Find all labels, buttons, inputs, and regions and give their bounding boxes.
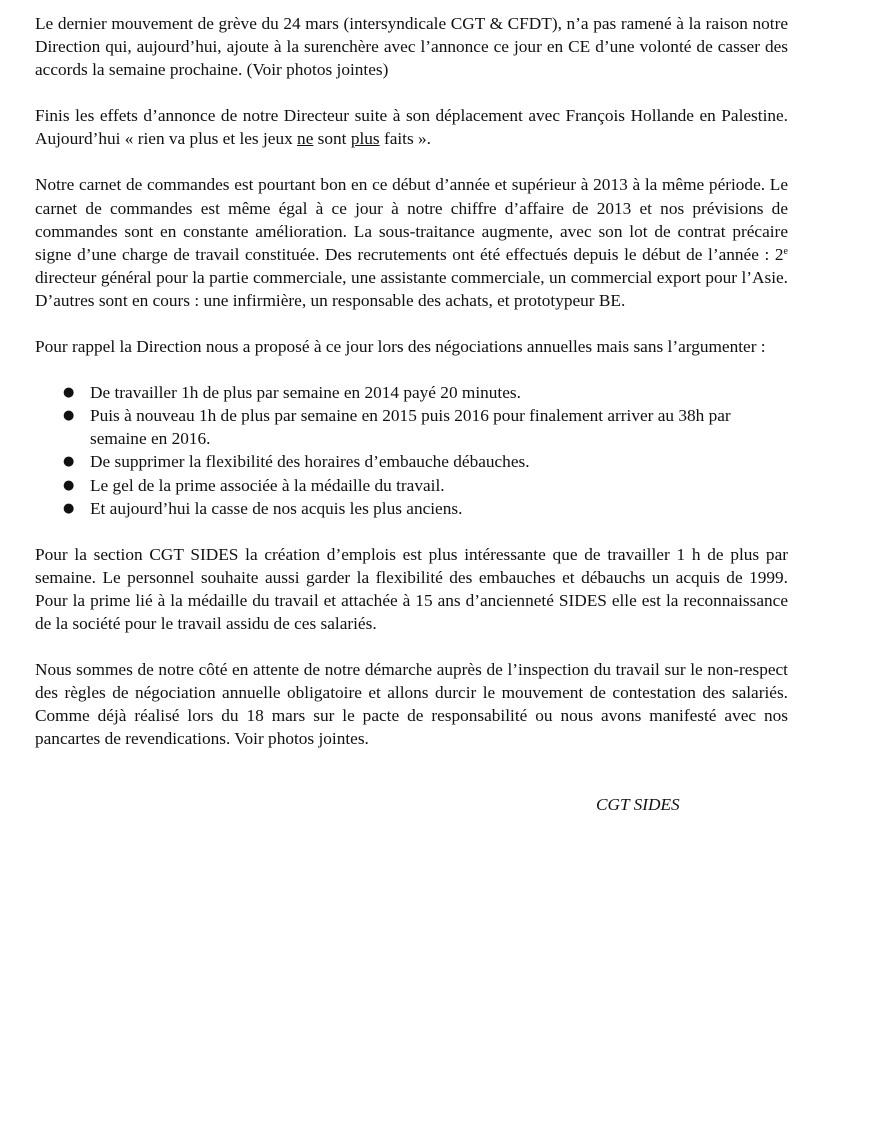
signature: CGT SIDES (596, 795, 680, 814)
paragraph-carnet-commandes (35, 173, 788, 312)
text-segment: Finis les effets d’annonce de notre Directeur suite à son déplacement avec François Hollande en Palestine. Aujourd’hui « rien va plus et les jeux (35, 106, 788, 149)
underlined-word: ne (297, 129, 314, 149)
list-item-text: De travailler 1h de plus par semaine en 2014 payé 20 minutes. (90, 383, 521, 403)
proposals-list (35, 381, 788, 520)
list-item-text: Le gel de la prime associée à la médaille du travail. (90, 475, 445, 495)
list-item (35, 450, 788, 473)
list-item (35, 497, 788, 520)
text-segment: sont (313, 129, 351, 149)
paragraph-inspection: Nous sommes de notre côté en attente de notre démarche auprès de l’inspection du travail sur le non-respect des règles de négociation annuelle obligatoire et allons durcir le mouvement de contestation des salariés. Comme déjà réalisé lors du 18 mars sur le pacte de responsabilité ou nous avons manifesté avec nos pancartes de revendications. Voir photos jointes. (35, 660, 788, 749)
text-segment: directeur général pour la partie commerciale, une assistante commerciale, un commercial export pour l’Asie. D’autres sont en cours : une infirmière, un responsable des achats, et prototypeur BE. (35, 267, 788, 310)
text-segment: faits ». (379, 129, 431, 149)
paragraph-section-cgt: Pour la section CGT SIDES la création d’emplois est plus intéressante que de travailler 1 h de plus par semaine. Le personnel souhaite aussi garder la flexibilité des embauches et débauchs un acquis de 1999. Pour la prime lié à la médaille du travail et attachée à 15 ans d’ancienneté SIDES elle est la reconnaissance de la société pour le travail assidu de ces salariés. (35, 544, 788, 633)
superscript: e (783, 245, 788, 257)
text-segment: Notre carnet de commandes est pourtant bon en ce début d’année et supérieur à 2013 à la même période. Le carnet de commandes est même égal à ce jour à notre chiffre d’affaire de 2013 et nos prévisions de commandes sont en constante amélioration. La sous-traitance augmente, avec son lot de contrat précaire signe d’une charge de travail constituée. Des recrutements ont été effectués depuis le début de l’année : 2 (35, 175, 788, 264)
paragraph-annonce (35, 104, 788, 150)
list-item (35, 381, 788, 404)
document-page (35, 12, 788, 773)
list-item (35, 404, 788, 450)
bullet-icon: ● (63, 454, 75, 470)
bullet-icon: ● (63, 477, 75, 493)
list-item-text: Et aujourd’hui la casse de nos acquis les plus anciens. (90, 498, 463, 518)
list-item-text: De supprimer la flexibilité des horaires d’embauche débauches. (90, 452, 530, 472)
bullet-icon: ● (63, 385, 75, 401)
bullet-icon: ● (63, 500, 75, 516)
list-item-text: Puis à nouveau 1h de plus par semaine en 2015 puis 2016 pour finalement arriver au 38h par semaine en 2016. (90, 406, 731, 449)
bullet-icon: ● (63, 408, 75, 424)
paragraph-rappel: Pour rappel la Direction nous a proposé à ce jour lors des négociations annuelles mais sans l’argumenter : (35, 337, 766, 357)
list-item (35, 474, 788, 497)
underlined-word: plus (350, 129, 380, 149)
paragraph-greve: Le dernier mouvement de grève du 24 mars (intersyndicale CGT & CFDT), n’a pas ramené à la raison notre Direction qui, aujourd’hui, ajoute à la surenchère avec l’annonce ce jour en CE d’une volonté de casser des accords la semaine prochaine. (Voir photos jointes) (35, 14, 788, 80)
